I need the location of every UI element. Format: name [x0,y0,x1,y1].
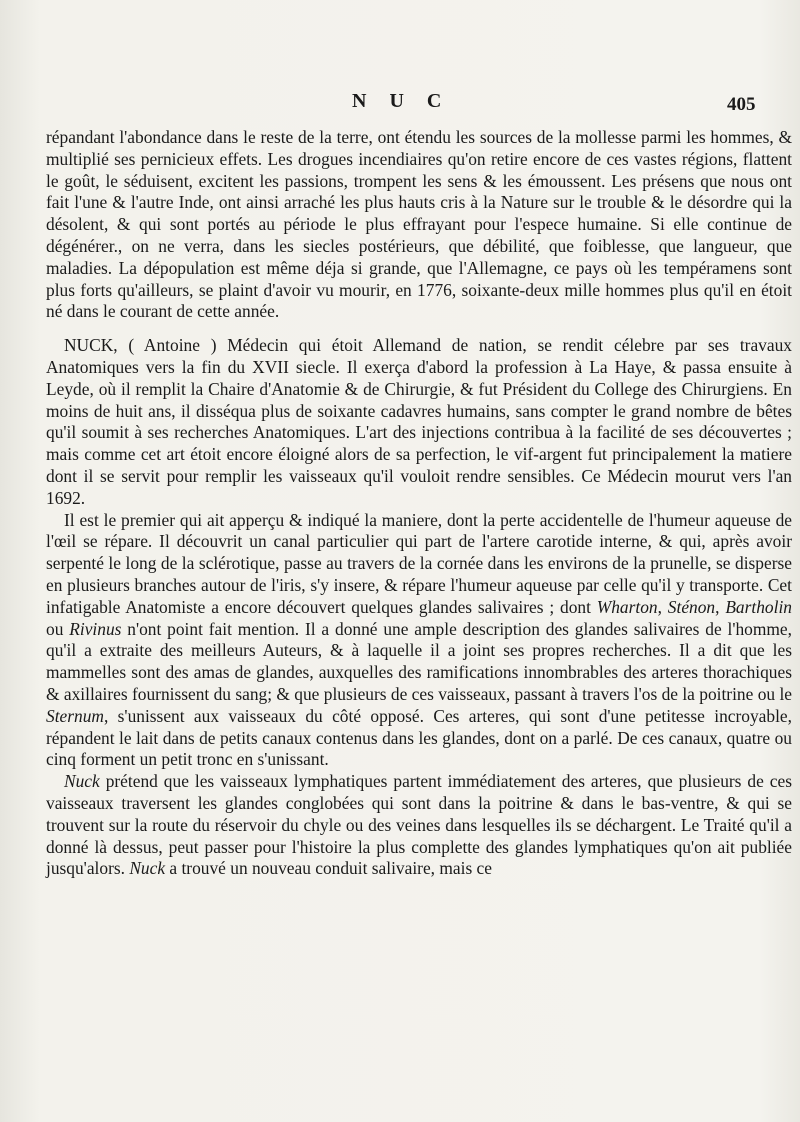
lymphatics-text-a: prétend que les vaisseaux lymphatiques partent immédiatement des arteres, que plusieurs de ces vaisseaux traversent les glandes conglobées qui sont dans la poitrine & dans le bas-ventre, & qui se trouvent sur la route du réservoir du chyle ou des veines dans lesquelles ils se déchargent. Le Traité qu'il a donné là dessus, peut passer pour l'histoire la plus complette des glandes lymphatiques qu'on ait publiée jusqu'alors. [46,771,792,879]
discoveries-text-b: n'ont point fait mention. Il a donné une ample description des glandes salivaires de l'homme, qu'il a extraite des meilleurs Auteurs, & à laquelle il a joint ses propres recherches. Il a dit que les mammelles sont des amas de glandes, auxquelles des ramifications innombrables des arteres thorachiques & axillaires fournissent du sang; & que plusieurs de ces vaisseaux, passant à travers l'os de la poitrine ou le [46,618,792,704]
term-sternum: Sternum [46,705,104,726]
running-head: N U C [352,90,451,112]
separator-2: , [715,596,726,617]
name-nuck-1: Nuck [64,771,100,792]
page-number: 405 [727,94,756,115]
paragraph-lymphatics [46,771,792,880]
paragraph-nuck-entry [46,335,792,509]
body-text [46,127,792,880]
entry-biography: ( Antoine ) Médecin qui étoit Allemand de nation, se rendit célebre par ses travaux Anatomiques vers la fin du XVII siecle. Il exerça d'abord la profession à La Haye, & passa ensuite à Leyde, où il remplit la Chaire d'Anatomie & de Chirurgie, & fut Président du College des Chirurgiens. En moins de huit ans, il disséqua plus de soixante cadavres humains, sans compter le grand nombre de bêtes qu'il soumit à ses recherches Anatomiques. L'art des injections contribua à la facilité de ses découvertes ; mais comme cet art étoit encore éloigné alors de sa perfection, le vif-argent fut principalement la matiere dont il se servit pour remplir les vaisseaux qu'il vouloit rendre sensibles. Ce Médecin mourut vers l'an 1692. [46,335,792,508]
name-rivinus: Rivinus [69,618,122,639]
page-header [0,88,800,118]
paragraph-discoveries [46,510,792,772]
name-nuck-2: Nuck [129,858,166,879]
name-stenon: Sténon [667,596,716,617]
separator-1: , [657,596,668,617]
separator-3: ou [46,618,70,639]
entry-headword: NUCK, [64,335,118,356]
paragraph-depopulation: répandant l'abondance dans le reste de la terre, ont étendu les sources de la mollesse parmi les hommes, & multiplié ses pernicieux effets. Les drogues incendiaires qu'on retire encore de ces vastes régions, flattent le goût, le séduisent, excitent les passions, trompent les sens & les émoussent. Les présens que nous ont fait l'une & l'autre Inde, ont ainsi arraché les plus hauts cris à la Nature sur le trouble & le désordre qui la désolent, & qui sont portés au période le plus effrayant pour l'espece humaine. Si elle continue de dégénérer., on ne verra, dans les siecles postérieurs, que débilité, que foiblesse, que langueur, que maladies. La dépopulation est même déja si grande, que l'Allemagne, ce pays où les tempéramens sont plus forts qu'ailleurs, se plaint d'avoir vu mourir, en 1776, soixante-deux mille hommes plus qu'il en étoit né dans le courant de cette année. [46,127,792,322]
name-wharton: Wharton [596,596,658,617]
lymphatics-text-b: a trouvé un nouveau conduit salivaire, mais ce [165,858,492,879]
discoveries-text-c: , s'unissent aux vaisseaux du côté opposé. Ces arteres, qui sont d'une petitesse incroyable, répandent le lait dans de petits canaux contenus dans les glandes, dont on a parlé. De ces canaux, quatre ou cinq forment un petit tronc en s'unissant. [46,705,792,770]
discoveries-text-a: Il est le premier qui ait apperçu & indiqué la maniere, dont la perte accidentelle de l'humeur aqueuse de l'œil se répare. Il découvrit un canal particulier qui part de l'artere carotide interne, & qui, après avoir serpenté le long de la sclérotique, passe au travers de la cornée dans les environs de la prunelle, se disperse en plusieurs branches autour de l'iris, s'y insere, & répare l'humeur aqueuse par celle qu'il y transporte. Cet infatigable Anatomiste a encore découvert quelques glandes salivaires ; dont [46,509,792,617]
name-bartholin: Bartholin [725,596,792,617]
